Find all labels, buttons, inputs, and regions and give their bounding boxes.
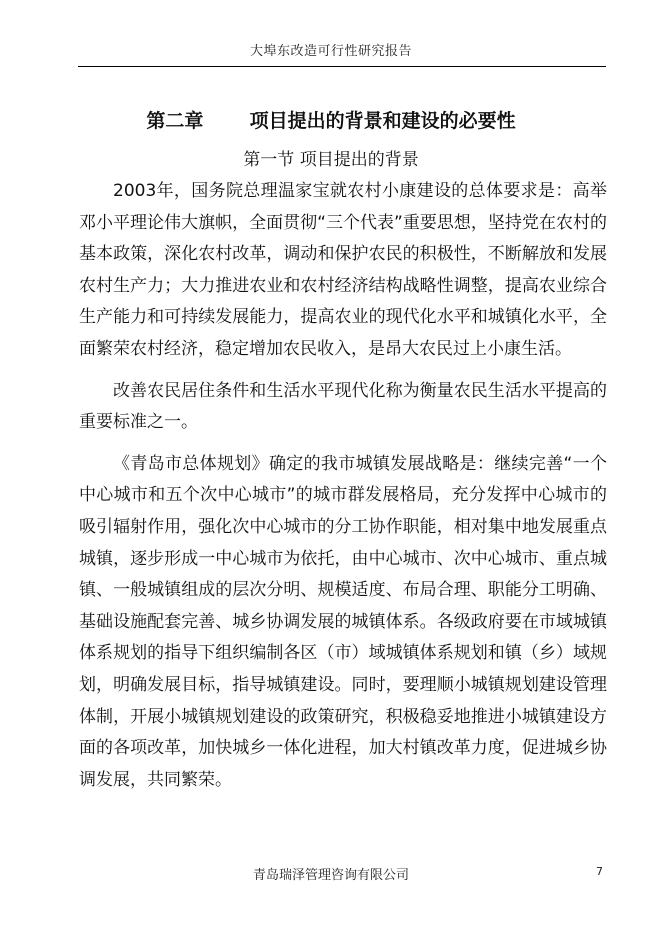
- paragraph-1: 2003年，国务院总理温家宝就农村小康建设的总体要求是：高举邓小平理论伟大旗帜，全面贯彻“三个代表”重要思想，坚持党在农村的基本政策，深化农村改革，调动和保护农民的积极性，不断解放和发展农村生产力；大力推进农业和农村经济结构战略性调整，提高农业综合生产能力和可持续发展能力，提高农业的现代化水平和城镇化水平，全面繁荣农村经济，稳定增加农民收入，是昂大农民过上小康生活。: [79, 181, 607, 359]
- paragraph-gap: [79, 366, 607, 376]
- paragraph-gap: [79, 439, 607, 449]
- chapter-title: 第二章 项目提出的背景和建设的必要性: [146, 110, 516, 132]
- paragraph-2: 改善农民居住条件和生活水平现代化称为衡量农民生活水平提高的重要标准之一。: [79, 380, 607, 433]
- page-number: 7: [596, 865, 603, 878]
- header-divider: [78, 66, 606, 67]
- running-header: 大埠东改造可行性研究报告: [249, 44, 412, 59]
- footer-company: 青岛瑞泽管理咨询有限公司: [252, 868, 409, 883]
- body-text: [79, 176, 607, 796]
- paragraph-3: 《青岛市总体规划》确定的我市城镇发展战略是：继续完善“一个中心城市和五个次中心城市”的城市群发展格局，充分发挥中心城市的吸引辐射作用，强化次中心城市的分工协作职能，相对集中地发展重点城镇，逐步形成一中心城市为依托，由中心城市、次中心城市、重点城镇、一般城镇组成的层次分明、规模适度、布局合理、职能分工明确、基础设施配套完善、城乡协调发展的城镇体系。各级政府要在市域城镇体系规划的指导下组织编制各区（市）域城镇体系规划和镇（乡）域规划，明确发展目标，指导城镇建设。同时，要理顺小城镇规划建设管理体制，开展小城镇规划建设的政策研究，积极稳妥地推进小城镇建设方面的各项改革，加快城乡一体化进程，加大村镇改革力度，促进城乡协调发展，共同繁荣。: [79, 453, 607, 790]
- section-title: 第一节 项目提出的背景: [243, 150, 419, 170]
